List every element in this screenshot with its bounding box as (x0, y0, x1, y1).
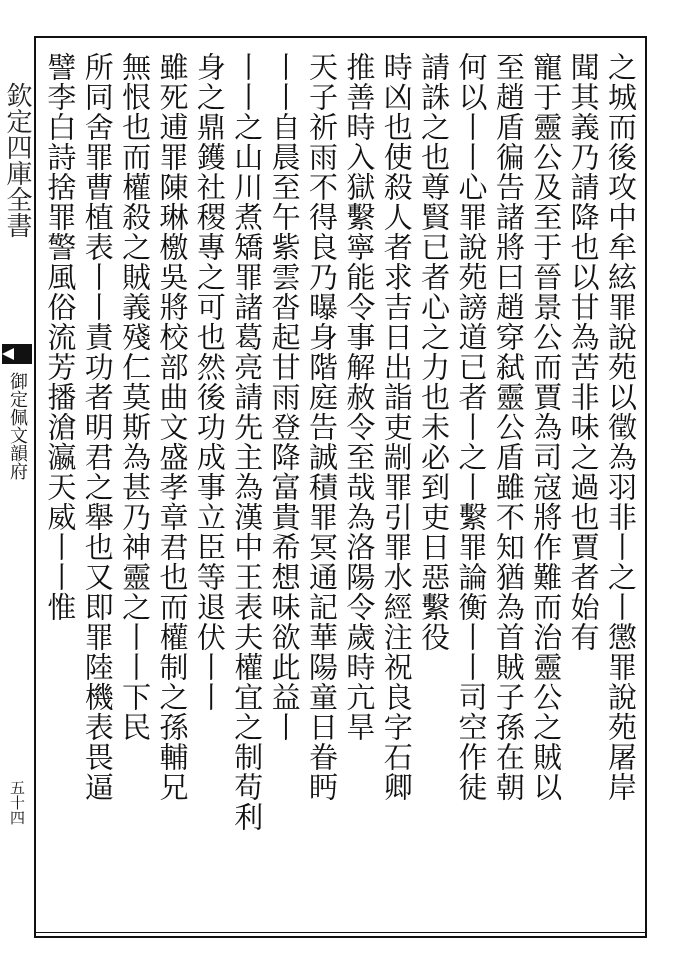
text-column-1: 之城而後攻中牟絃罪說苑以徵為羽非丨之丨懲罪說苑屠岸 (604, 52, 638, 802)
text-column-9: 天子祈雨不得良乃曝身階庭告誠積罪冥通記華陽童日眷眄 (305, 52, 339, 802)
text-column-3: 寵于靈公及至于晉景公而賈為司寇將作難而治靈公之賊以 (529, 52, 564, 802)
page-number: 五十四 (8, 780, 26, 825)
text-column-10: 丨丨自晨至午紫雲沓起甘雨登降富貴希想味欲此益丨 (267, 52, 302, 742)
text-column-7: 時凶也使殺人者求吉日出詣吏剬罪引罪水經注祝良字石卿 (379, 52, 414, 802)
left-margin (0, 40, 34, 935)
text-column-11: 丨丨之山川煮矯罪諸葛亮請先主為漢中王表夫權宜之制苟利 (230, 52, 265, 832)
text-column-5: 何以丨丨心罪說苑謗道已者丨之丨繫罪論衡丨丨司空作徒 (454, 52, 489, 802)
text-column-6: 請誅之也尊賢已者心之力也未必到吏日惡繫役 (417, 52, 452, 652)
text-column-14: 無恨也而權殺之賊義殘仁莫斯為甚乃神靈之丨丨下民 (118, 52, 153, 742)
text-column-4: 至趙盾徧告諸將曰趙穿弑靈公盾雖不知猶為首賊子孫在朝 (491, 52, 526, 802)
text-column-16: 譬李白詩捨罪警風俗流芳播滄瀛天威丨丨惟 (43, 52, 78, 622)
text-column-2: 聞其義乃請降也以甘為苦非味之過也賈者始有 (566, 52, 601, 652)
text-column-13: 雖死逋罪陳琳檄吳將校部曲文盛孝章君也而權制之孫輔兄 (155, 52, 190, 802)
fish-tail-mark-icon (0, 340, 34, 368)
text-column-8: 推善時入獄繫寧能令事解赦令至哉為洛陽令歲時亢旱 (342, 52, 377, 742)
running-head: 欽定四庫全書 (2, 82, 32, 238)
text-column-12: 身之鼎鑊社稷專之可也然後功成事立臣等退伏丨丨 (192, 52, 227, 712)
text-column-15: 所同舍罪曹植表丨丨責功者明君之舉也又即罪陸機表畏逼 (80, 52, 115, 802)
book-title: 御定佩文韻府 (7, 372, 28, 480)
bottom-rule-inner (34, 932, 647, 933)
